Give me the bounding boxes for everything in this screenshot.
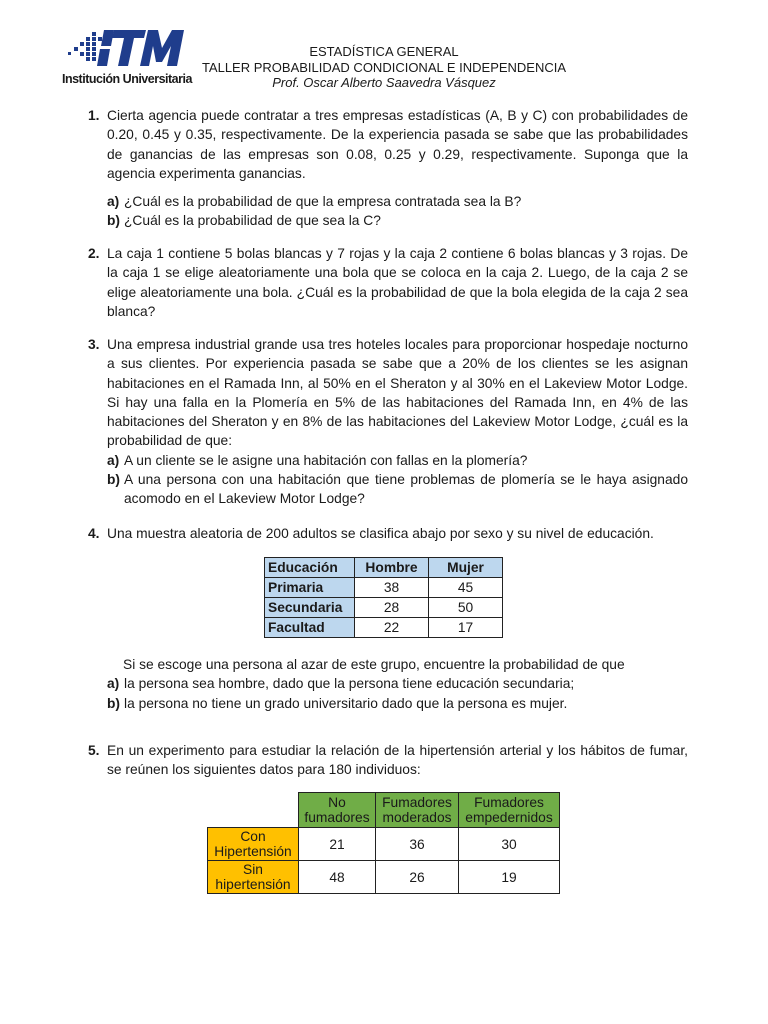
table-row <box>265 618 503 638</box>
table-cell: 38 <box>355 578 429 598</box>
row-label: Primaria <box>265 578 355 598</box>
table-header-cell: Fumadores moderados <box>376 793 459 828</box>
sub-question-a <box>107 451 688 470</box>
sub-text: la persona no tiene un grado universitario dado que la persona es mujer. <box>124 695 568 711</box>
table-header-row <box>208 793 560 828</box>
sub-question-b <box>107 211 688 230</box>
table-header-cell: Hombre <box>355 558 429 578</box>
table-row <box>265 578 503 598</box>
question-4-followup <box>88 655 688 713</box>
question-number: 1. <box>88 108 100 123</box>
table-cell: 48 <box>299 861 376 894</box>
question-number: 2. <box>88 246 100 261</box>
question-2 <box>88 244 688 321</box>
empty-corner <box>208 793 299 828</box>
table-cell: 22 <box>355 618 429 638</box>
sub-label: a) <box>107 676 120 692</box>
table-header-row <box>265 558 503 578</box>
table-cell: 45 <box>429 578 503 598</box>
question-text: Cierta agencia puede contratar a tres empresas estadísticas (A, B y C) con probabilidades de 0.20, 0.45 y 0.35, respectivamente. De la experiencia pasada se sabe que las probabilidades de ganancias de las empresas son 0.08, 0.25 y 0.29, respectivamente. Suponga que la agencia experimenta ganancias. <box>107 108 688 181</box>
question-text: La caja 1 contiene 5 bolas blancas y 7 rojas y la caja 2 contiene 6 bolas blancas y 3 rojas. De la caja 1 se elige aleatoriamente una bola que se coloca en la caja 2. Luego, de la caja 2 se elige aleatoriamente una bola. ¿Cuál es la probabilidad de que la bola elegida de la caja 2 sea blanca? <box>107 246 688 319</box>
sub-text: la persona sea hombre, dado que la persona tiene educación secundaria; <box>124 676 575 692</box>
table-row <box>265 598 503 618</box>
table-header-cell: No fumadores <box>299 793 376 828</box>
table-cell: 36 <box>376 828 459 861</box>
table-cell: 50 <box>429 598 503 618</box>
followup-text: Si se escoge una persona al azar de este grupo, encuentre la probabilidad de que <box>123 657 625 672</box>
sub-label: b) <box>107 695 121 711</box>
row-label: Facultad <box>265 618 355 638</box>
row-label: Sin hipertensión <box>208 861 299 894</box>
sub-text: ¿Cuál es la probabilidad de que sea la C? <box>124 213 381 229</box>
table-cell: 17 <box>429 618 503 638</box>
question-text: Una empresa industrial grande usa tres hoteles locales para proporcionar hospedaje nocturno a sus clientes. Por experiencia pasada se sabe que a 20% de los clientes se les asignan habitaciones en el Ramada Inn, al 50% en el Sheraton y al 30% en el Lakeview Motor Lodge. Si hay una falla en la Plomería en 5% de las habitaciones del Ramada Inn, en 4% de las habitaciones del Sheraton y en 8% de las habitaciones del Lakeview Motor Lodge, ¿cuál es la probabilidad de que: <box>107 337 688 449</box>
table-header-cell: Mujer <box>429 558 503 578</box>
question-text: En un experimento para estudiar la relación de la hipertensión arterial y los hábitos de fumar, se reúnen los siguientes datos para 180 individuos: <box>107 743 688 778</box>
sub-text: A una persona con una habitación que tiene problemas de plomería se le haya asignado acomodo en el Lakeview Motor Lodge? <box>124 472 688 507</box>
question-5 <box>88 741 688 780</box>
question-number: 4. <box>88 526 100 541</box>
sub-label: b) <box>107 213 121 229</box>
question-text: Una muestra aleatoria de 200 adultos se clasifica abajo por sexo y su nivel de educación. <box>107 526 654 541</box>
table-header-cell: Fumadores empedernidos <box>459 793 560 828</box>
sub-question-a <box>107 674 688 693</box>
question-number: 5. <box>88 743 100 758</box>
question-4 <box>88 524 688 543</box>
document-author: Prof. Oscar Alberto Saavedra Vásquez <box>272 75 496 90</box>
table-row <box>208 861 560 894</box>
sub-question-b <box>107 470 688 509</box>
sub-label: a) <box>107 194 120 210</box>
sub-text: A un cliente se le asigne una habitación con fallas en la plomería? <box>124 452 528 468</box>
sub-label: a) <box>107 452 120 468</box>
sub-question-b <box>107 694 688 713</box>
education-table <box>264 557 503 638</box>
document-title: ESTADÍSTICA GENERAL <box>309 44 459 59</box>
document-subtitle: TALLER PROBABILIDAD CONDICIONAL E INDEPENDENCIA <box>201 60 567 75</box>
table-cell: 19 <box>459 861 560 894</box>
table-cell: 21 <box>299 828 376 861</box>
table-cell: 26 <box>376 861 459 894</box>
sub-question-a <box>107 192 688 211</box>
hypertension-table <box>207 792 560 894</box>
row-label: Secundaria <box>265 598 355 618</box>
question-1 <box>88 106 688 231</box>
sub-text: ¿Cuál es la probabilidad de que la empresa contratada sea la B? <box>124 194 522 210</box>
sub-label: b) <box>107 472 121 488</box>
table-row <box>208 828 560 861</box>
logo-text: Institución Universitaria <box>62 72 192 86</box>
question-number: 3. <box>88 337 100 352</box>
question-3 <box>88 335 688 509</box>
table-header-cell: Educación <box>265 558 355 578</box>
table-cell: 30 <box>459 828 560 861</box>
table-cell: 28 <box>355 598 429 618</box>
row-label: Con Hipertensión <box>208 828 299 861</box>
